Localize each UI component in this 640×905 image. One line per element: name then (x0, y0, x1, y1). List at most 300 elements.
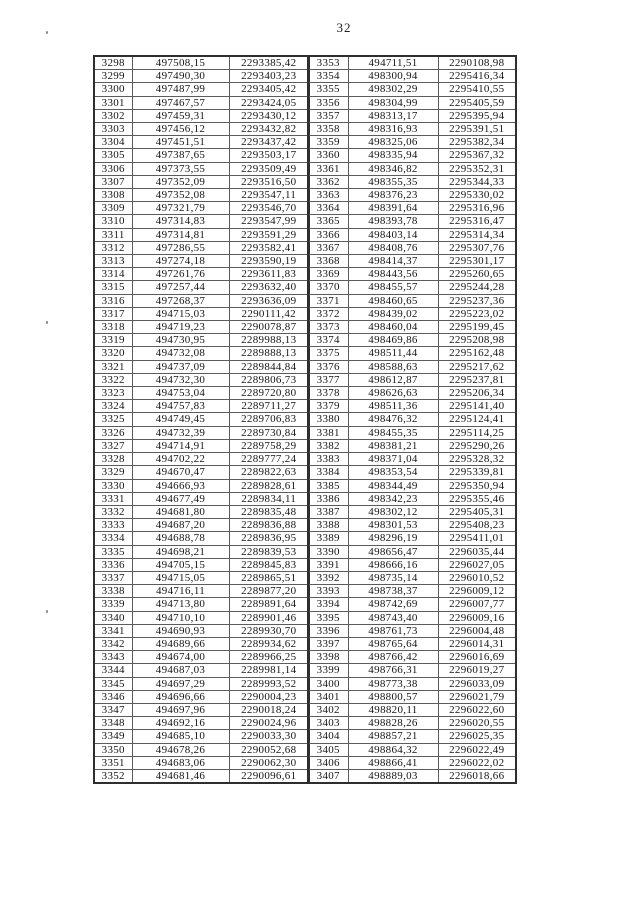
cell-x-coordinate: 497467,57 (132, 96, 229, 109)
cell-x-coordinate: 498469,86 (348, 334, 438, 347)
cell-x-coordinate: 494681,46 (132, 769, 229, 783)
cell-y-coordinate: 2295237,81 (438, 373, 516, 386)
cell-y-coordinate: 2289835,48 (229, 505, 309, 518)
cell-y-coordinate: 2289865,51 (229, 571, 309, 584)
table-row (308, 96, 516, 109)
cell-y-coordinate: 2290004,23 (229, 690, 309, 703)
cell-x-coordinate: 498612,87 (348, 373, 438, 386)
cell-point-number: 3389 (308, 532, 348, 545)
table-row (308, 466, 516, 479)
cell-x-coordinate: 498476,32 (348, 413, 438, 426)
table-row (308, 690, 516, 703)
cell-point-number: 3369 (308, 268, 348, 281)
cell-y-coordinate: 2296021,79 (438, 690, 516, 703)
cell-y-coordinate: 2295416,34 (438, 70, 516, 83)
cell-point-number: 3385 (308, 479, 348, 492)
cell-y-coordinate: 2295411,01 (438, 532, 516, 545)
cell-point-number: 3393 (308, 585, 348, 598)
cell-point-number: 3379 (308, 400, 348, 413)
cell-point-number: 3402 (308, 703, 348, 716)
table-row (94, 519, 309, 532)
cell-x-coordinate: 497508,15 (132, 56, 229, 70)
cell-y-coordinate: 2293547,11 (229, 189, 309, 202)
cell-x-coordinate: 498735,14 (348, 571, 438, 584)
cell-y-coordinate: 2295316,47 (438, 215, 516, 228)
cell-x-coordinate: 497321,79 (132, 202, 229, 215)
cell-y-coordinate: 2295223,02 (438, 307, 516, 320)
table-row (308, 413, 516, 426)
cell-x-coordinate: 497257,44 (132, 281, 229, 294)
cell-y-coordinate: 2295217,62 (438, 360, 516, 373)
cell-point-number: 3301 (94, 96, 132, 109)
cell-x-coordinate: 497373,55 (132, 162, 229, 175)
cell-y-coordinate: 2289836,95 (229, 532, 309, 545)
cell-point-number: 3359 (308, 136, 348, 149)
table-row (94, 466, 309, 479)
cell-point-number: 3360 (308, 149, 348, 162)
cell-x-coordinate: 498761,73 (348, 624, 438, 637)
table-row (94, 492, 309, 505)
cell-x-coordinate: 498765,64 (348, 637, 438, 650)
cell-x-coordinate: 498857,21 (348, 730, 438, 743)
cell-x-coordinate: 494698,21 (132, 545, 229, 558)
cell-y-coordinate: 2295410,55 (438, 83, 516, 96)
table-row (308, 202, 516, 215)
cell-y-coordinate: 2295405,59 (438, 96, 516, 109)
cell-y-coordinate: 2289758,29 (229, 439, 309, 452)
cell-point-number: 3390 (308, 545, 348, 558)
cell-point-number: 3355 (308, 83, 348, 96)
table-row (94, 703, 309, 716)
cell-y-coordinate: 2296025,35 (438, 730, 516, 743)
table-row (308, 321, 516, 334)
cell-point-number: 3406 (308, 756, 348, 769)
cell-point-number: 3374 (308, 334, 348, 347)
cell-y-coordinate: 2296014,31 (438, 637, 516, 650)
table-row (94, 56, 309, 70)
cell-point-number: 3370 (308, 281, 348, 294)
cell-point-number: 3346 (94, 690, 132, 703)
cell-point-number: 3380 (308, 413, 348, 426)
cell-x-coordinate: 497459,31 (132, 109, 229, 122)
cell-point-number: 3365 (308, 215, 348, 228)
cell-x-coordinate: 494730,95 (132, 334, 229, 347)
table-row (308, 123, 516, 136)
cell-x-coordinate: 498301,53 (348, 519, 438, 532)
table-row (308, 519, 516, 532)
cell-point-number: 3366 (308, 228, 348, 241)
cell-x-coordinate: 497314,81 (132, 228, 229, 241)
table-row (94, 70, 309, 83)
table-row (308, 175, 516, 188)
cell-point-number: 3323 (94, 387, 132, 400)
cell-x-coordinate: 498511,36 (348, 400, 438, 413)
cell-x-coordinate: 498391,64 (348, 202, 438, 215)
cell-point-number: 3328 (94, 453, 132, 466)
cell-point-number: 3329 (94, 466, 132, 479)
cell-point-number: 3381 (308, 426, 348, 439)
table-row (94, 189, 309, 202)
cell-y-coordinate: 2293546,70 (229, 202, 309, 215)
cell-x-coordinate: 497490,30 (132, 70, 229, 83)
cell-x-coordinate: 498460,65 (348, 294, 438, 307)
cell-point-number: 3356 (308, 96, 348, 109)
cell-point-number: 3318 (94, 321, 132, 334)
table-row (94, 109, 309, 122)
cell-x-coordinate: 498414,37 (348, 255, 438, 268)
table-row (308, 334, 516, 347)
cell-point-number: 3316 (94, 294, 132, 307)
cell-x-coordinate: 498381,21 (348, 439, 438, 452)
cell-point-number: 3330 (94, 479, 132, 492)
cell-x-coordinate: 498393,78 (348, 215, 438, 228)
table-row (308, 56, 516, 70)
table-row (308, 426, 516, 439)
cell-point-number: 3303 (94, 123, 132, 136)
cell-x-coordinate: 498588,63 (348, 360, 438, 373)
cell-point-number: 3299 (94, 70, 132, 83)
cell-point-number: 3351 (94, 756, 132, 769)
cell-y-coordinate: 2295307,76 (438, 241, 516, 254)
coordinates-table-right-body (308, 56, 516, 783)
cell-x-coordinate: 494670,47 (132, 466, 229, 479)
cell-point-number: 3373 (308, 321, 348, 334)
cell-y-coordinate: 2293405,42 (229, 83, 309, 96)
cell-y-coordinate: 2295344,33 (438, 175, 516, 188)
table-row (94, 241, 309, 254)
cell-y-coordinate: 2293516,50 (229, 175, 309, 188)
cell-point-number: 3314 (94, 268, 132, 281)
cell-point-number: 3342 (94, 637, 132, 650)
table-row (94, 426, 309, 439)
cell-x-coordinate: 498376,23 (348, 189, 438, 202)
table-row (308, 294, 516, 307)
cell-point-number: 3377 (308, 373, 348, 386)
cell-x-coordinate: 498766,31 (348, 664, 438, 677)
cell-y-coordinate: 2296018,66 (438, 769, 516, 783)
table-row (308, 571, 516, 584)
cell-point-number: 3343 (94, 651, 132, 664)
table-row (94, 413, 309, 426)
table-row (94, 558, 309, 571)
cell-y-coordinate: 2289706,83 (229, 413, 309, 426)
cell-point-number: 3300 (94, 83, 132, 96)
table-row (94, 677, 309, 690)
cell-y-coordinate: 2289711,27 (229, 400, 309, 413)
cell-x-coordinate: 498300,94 (348, 70, 438, 83)
coordinates-table-right (307, 55, 517, 784)
cell-point-number: 3364 (308, 202, 348, 215)
cell-y-coordinate: 2293503,17 (229, 149, 309, 162)
table-row (308, 677, 516, 690)
cell-point-number: 3325 (94, 413, 132, 426)
cell-y-coordinate: 2289888,13 (229, 347, 309, 360)
table-row (308, 70, 516, 83)
cell-y-coordinate: 2289901,46 (229, 611, 309, 624)
table-row (308, 387, 516, 400)
cell-x-coordinate: 498455,57 (348, 281, 438, 294)
table-row (94, 215, 309, 228)
table-row (308, 532, 516, 545)
cell-point-number: 3401 (308, 690, 348, 703)
cell-y-coordinate: 2289845,83 (229, 558, 309, 571)
cell-y-coordinate: 2296020,55 (438, 717, 516, 730)
table-row (94, 123, 309, 136)
cell-x-coordinate: 498738,37 (348, 585, 438, 598)
cell-x-coordinate: 494666,93 (132, 479, 229, 492)
cell-y-coordinate: 2295339,81 (438, 466, 516, 479)
scan-speck (46, 610, 48, 613)
cell-y-coordinate: 2296022,60 (438, 703, 516, 716)
cell-x-coordinate: 498773,38 (348, 677, 438, 690)
cell-x-coordinate: 494697,96 (132, 703, 229, 716)
table-row (94, 585, 309, 598)
cell-x-coordinate: 494737,09 (132, 360, 229, 373)
cell-y-coordinate: 2289966,25 (229, 651, 309, 664)
table-row (94, 96, 309, 109)
table-row (308, 241, 516, 254)
cell-y-coordinate: 2296019,27 (438, 664, 516, 677)
cell-y-coordinate: 2289730,84 (229, 426, 309, 439)
cell-x-coordinate: 498403,14 (348, 228, 438, 241)
cell-x-coordinate: 497268,37 (132, 294, 229, 307)
cell-point-number: 3349 (94, 730, 132, 743)
cell-y-coordinate: 2296022,49 (438, 743, 516, 756)
cell-y-coordinate: 2293403,23 (229, 70, 309, 83)
cell-point-number: 3310 (94, 215, 132, 228)
cell-x-coordinate: 497451,51 (132, 136, 229, 149)
cell-y-coordinate: 2295199,45 (438, 321, 516, 334)
cell-point-number: 3307 (94, 175, 132, 188)
cell-point-number: 3392 (308, 571, 348, 584)
cell-y-coordinate: 2289988,13 (229, 334, 309, 347)
cell-point-number: 3368 (308, 255, 348, 268)
table-row (94, 136, 309, 149)
cell-y-coordinate: 2293385,42 (229, 56, 309, 70)
page-number: 32 (336, 20, 352, 35)
cell-y-coordinate: 2290096,61 (229, 769, 309, 783)
cell-x-coordinate: 498371,04 (348, 453, 438, 466)
cell-point-number: 3388 (308, 519, 348, 532)
cell-y-coordinate: 2293632,40 (229, 281, 309, 294)
cell-x-coordinate: 497286,55 (132, 241, 229, 254)
table-row (94, 651, 309, 664)
cell-x-coordinate: 498355,35 (348, 175, 438, 188)
cell-x-coordinate: 497456,12 (132, 123, 229, 136)
cell-x-coordinate: 498511,44 (348, 347, 438, 360)
table-row (308, 83, 516, 96)
table-row (94, 307, 309, 320)
cell-point-number: 3362 (308, 175, 348, 188)
cell-y-coordinate: 2293437,42 (229, 136, 309, 149)
table-row (94, 334, 309, 347)
cell-x-coordinate: 498346,82 (348, 162, 438, 175)
cell-point-number: 3357 (308, 109, 348, 122)
table-row (94, 743, 309, 756)
table-row (94, 439, 309, 452)
table-row (94, 347, 309, 360)
cell-point-number: 3400 (308, 677, 348, 690)
cell-point-number: 3395 (308, 611, 348, 624)
table-row (94, 373, 309, 386)
cell-x-coordinate: 494692,16 (132, 717, 229, 730)
table-row (308, 360, 516, 373)
cell-y-coordinate: 2295352,31 (438, 162, 516, 175)
cell-y-coordinate: 2296035,44 (438, 545, 516, 558)
table-row (94, 202, 309, 215)
cell-y-coordinate: 2295350,94 (438, 479, 516, 492)
table-row (308, 439, 516, 452)
table-row (94, 281, 309, 294)
table-row (94, 598, 309, 611)
cell-point-number: 3387 (308, 505, 348, 518)
cell-point-number: 3363 (308, 189, 348, 202)
cell-y-coordinate: 2295124,41 (438, 413, 516, 426)
cell-y-coordinate: 2289934,62 (229, 637, 309, 650)
cell-point-number: 3396 (308, 624, 348, 637)
cell-x-coordinate: 498460,04 (348, 321, 438, 334)
cell-point-number: 3361 (308, 162, 348, 175)
cell-y-coordinate: 2289806,73 (229, 373, 309, 386)
cell-y-coordinate: 2295382,34 (438, 136, 516, 149)
cell-point-number: 3345 (94, 677, 132, 690)
cell-x-coordinate: 494749,45 (132, 413, 229, 426)
cell-x-coordinate: 498742,69 (348, 598, 438, 611)
cell-y-coordinate: 2295206,34 (438, 387, 516, 400)
cell-y-coordinate: 2290062,30 (229, 756, 309, 769)
cell-y-coordinate: 2296009,16 (438, 611, 516, 624)
table-row (94, 321, 309, 334)
cell-y-coordinate: 2290111,42 (229, 307, 309, 320)
cell-y-coordinate: 2293547,99 (229, 215, 309, 228)
cell-point-number: 3320 (94, 347, 132, 360)
cell-point-number: 3308 (94, 189, 132, 202)
cell-point-number: 3341 (94, 624, 132, 637)
cell-x-coordinate: 498302,29 (348, 83, 438, 96)
cell-y-coordinate: 2293636,09 (229, 294, 309, 307)
cell-y-coordinate: 2289844,84 (229, 360, 309, 373)
cell-x-coordinate: 494732,08 (132, 347, 229, 360)
cell-y-coordinate: 2295316,96 (438, 202, 516, 215)
cell-y-coordinate: 2296022,02 (438, 756, 516, 769)
cell-y-coordinate: 2293582,41 (229, 241, 309, 254)
cell-x-coordinate: 494719,23 (132, 321, 229, 334)
table-row (308, 228, 516, 241)
table-row (308, 756, 516, 769)
cell-point-number: 3354 (308, 70, 348, 83)
cell-point-number: 3384 (308, 466, 348, 479)
table-row (308, 281, 516, 294)
cell-x-coordinate: 494710,10 (132, 611, 229, 624)
cell-x-coordinate: 498766,42 (348, 651, 438, 664)
table-row (308, 479, 516, 492)
cell-x-coordinate: 494697,29 (132, 677, 229, 690)
cell-point-number: 3337 (94, 571, 132, 584)
table-row (94, 571, 309, 584)
cell-x-coordinate: 494681,80 (132, 505, 229, 518)
table-row (94, 637, 309, 650)
cell-y-coordinate: 2295208,98 (438, 334, 516, 347)
table-row (308, 637, 516, 650)
table-row (94, 387, 309, 400)
cell-y-coordinate: 2289981,14 (229, 664, 309, 677)
cell-point-number: 3334 (94, 532, 132, 545)
cell-x-coordinate: 498439,02 (348, 307, 438, 320)
cell-point-number: 3332 (94, 505, 132, 518)
table-row (94, 162, 309, 175)
table-row (308, 268, 516, 281)
cell-y-coordinate: 2295237,36 (438, 294, 516, 307)
cell-point-number: 3397 (308, 637, 348, 650)
table-row (308, 624, 516, 637)
cell-y-coordinate: 2295408,23 (438, 519, 516, 532)
table-row (94, 479, 309, 492)
table-row (94, 611, 309, 624)
cell-point-number: 3319 (94, 334, 132, 347)
cell-x-coordinate: 498626,63 (348, 387, 438, 400)
cell-x-coordinate: 494687,20 (132, 519, 229, 532)
cell-y-coordinate: 2289839,53 (229, 545, 309, 558)
cell-point-number: 3313 (94, 255, 132, 268)
cell-x-coordinate: 498313,17 (348, 109, 438, 122)
cell-x-coordinate: 494711,51 (348, 56, 438, 70)
cell-x-coordinate: 494677,49 (132, 492, 229, 505)
cell-y-coordinate: 2293591,29 (229, 228, 309, 241)
cell-y-coordinate: 2295260,65 (438, 268, 516, 281)
cell-point-number: 3386 (308, 492, 348, 505)
cell-y-coordinate: 2289836,88 (229, 519, 309, 532)
table-row (94, 717, 309, 730)
table-row (94, 255, 309, 268)
cell-y-coordinate: 2295141,40 (438, 400, 516, 413)
scan-speck (46, 31, 48, 34)
cell-y-coordinate: 2293430,12 (229, 109, 309, 122)
cell-point-number: 3331 (94, 492, 132, 505)
table-row (308, 703, 516, 716)
cell-point-number: 3311 (94, 228, 132, 241)
cell-y-coordinate: 2293611,83 (229, 268, 309, 281)
table-row (308, 149, 516, 162)
cell-y-coordinate: 2296027,05 (438, 558, 516, 571)
coordinates-table-left (93, 55, 310, 784)
cell-x-coordinate: 494705,15 (132, 558, 229, 571)
cell-x-coordinate: 494753,04 (132, 387, 229, 400)
table-row (308, 373, 516, 386)
cell-x-coordinate: 498656,47 (348, 545, 438, 558)
table-row (94, 624, 309, 637)
cell-y-coordinate: 2296004,48 (438, 624, 516, 637)
cell-x-coordinate: 494714,91 (132, 439, 229, 452)
table-row (308, 598, 516, 611)
cell-point-number: 3315 (94, 281, 132, 294)
cell-point-number: 3383 (308, 453, 348, 466)
cell-x-coordinate: 497314,83 (132, 215, 229, 228)
cell-point-number: 3304 (94, 136, 132, 149)
cell-point-number: 3298 (94, 56, 132, 70)
table-row (94, 545, 309, 558)
cell-y-coordinate: 2289822,63 (229, 466, 309, 479)
table-row (94, 664, 309, 677)
cell-y-coordinate: 2296016,69 (438, 651, 516, 664)
cell-y-coordinate: 2289720,80 (229, 387, 309, 400)
cell-x-coordinate: 494687,03 (132, 664, 229, 677)
cell-x-coordinate: 497274,18 (132, 255, 229, 268)
cell-x-coordinate: 494696,66 (132, 690, 229, 703)
cell-point-number: 3358 (308, 123, 348, 136)
table-row (308, 215, 516, 228)
table-row (308, 505, 516, 518)
cell-x-coordinate: 494685,10 (132, 730, 229, 743)
